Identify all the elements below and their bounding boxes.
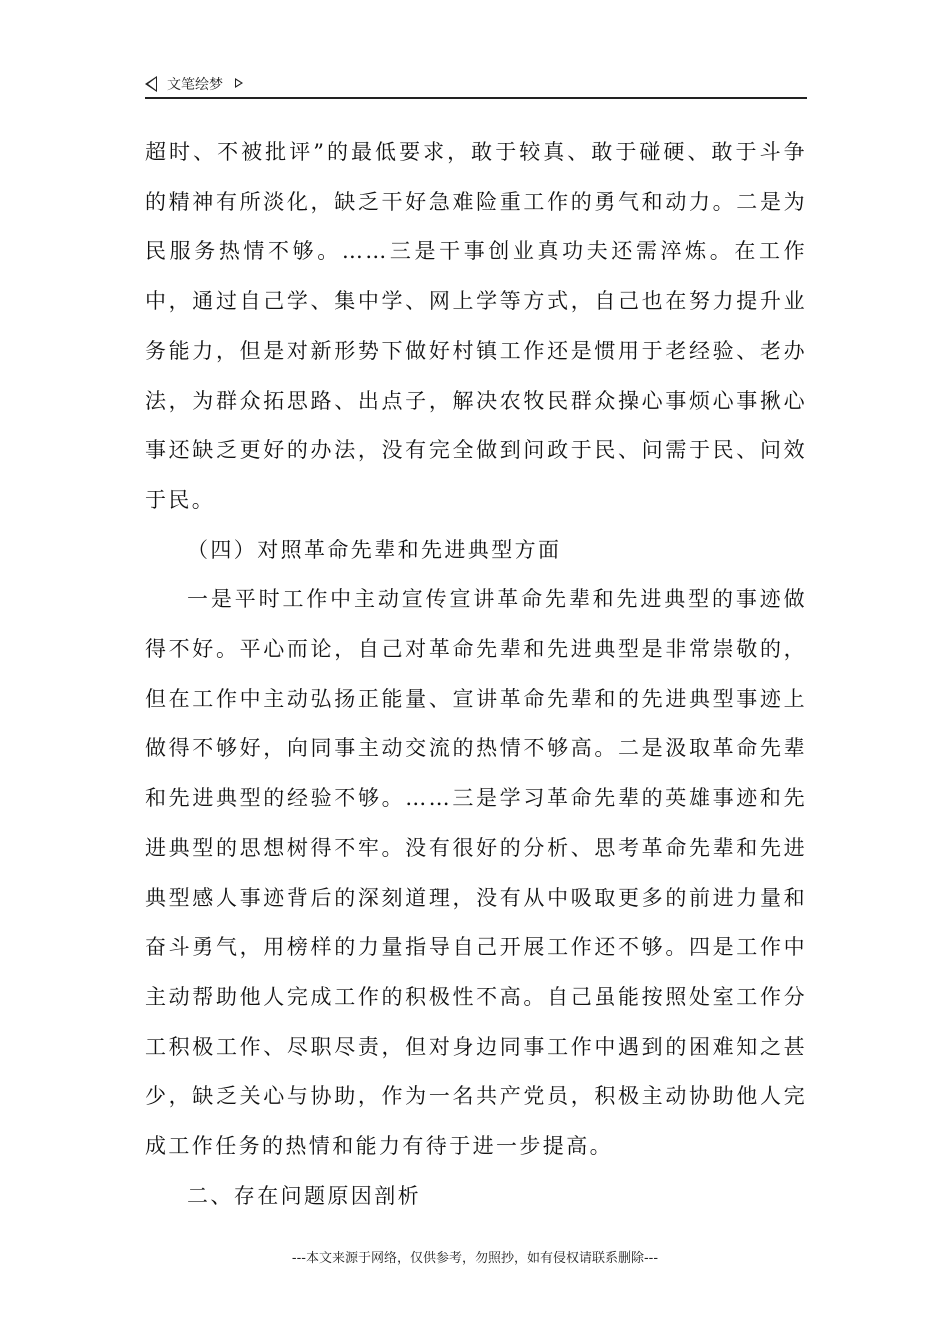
- paragraph-continued: 超时、不被批评”的最低要求，敢于较真、敢于碰硬、敢于斗争的精神有所淡化，缺乏干好急难险重工作的勇气和动力。二是为民服务热情不够。……三是干事创业真功夫还需淬炼。在工作中，通过自己学、集中学、网上学等方式，自己也在努力提升业务能力，但是对新形势下做好村镇工作还是惯用于老经验、老办法，为群众拓思路、出点子，解决农牧民群众操心事烦心事揪心事还缺乏更好的办法，没有完全做到问政于民、问需于民、问效于民。: [145, 140, 807, 512]
- section-heading: 二、存在问题原因剖析: [187, 1183, 421, 1208]
- page-footer: ---本文来源于网络，仅供参考，勿照抄，如有侵权请联系删除---: [291, 1251, 659, 1266]
- paragraph: 一是平时工作中主动宣传宣讲革命先辈和先进典型的事迹做得不好。平心而论，自己对革命先辈和先进典型是非常崇敬的，但在工作中主动弘扬正能量、宣讲革命先辈和的先进典型事迹上做得不够好，向同事主动交流的热情不够高。二是汲取革命先辈和先进典型的经验不够。……三是学习革命先辈的英雄事迹和先进典型的思想树得不牢。没有很好的分析、思考革命先辈和先进典型感人事迹背后的深刻道理，没有从中吸取更多的前进力量和奋斗勇气，用榜样的力量指导自己开展工作还不够。四是工作中主动帮助他人完成工作的积极性不高。自己虽能按照处室工作分工积极工作、尽职尽责，但对身边同事工作中遇到的困难知之甚少，缺乏关心与协助，作为一名共产党员，积极主动协助他人完成工作任务的热情和能力有待于进一步提高。: [145, 587, 807, 1159]
- document-body: [145, 128, 807, 1221]
- triangle-right-icon: [235, 78, 243, 88]
- header-rule: [145, 97, 807, 99]
- triangle-left-icon: [145, 76, 157, 92]
- header-brand: 文笔绘梦: [167, 77, 223, 93]
- page-header: [145, 72, 807, 96]
- section-subheading: （四）对照革命先辈和先进典型方面: [187, 537, 562, 562]
